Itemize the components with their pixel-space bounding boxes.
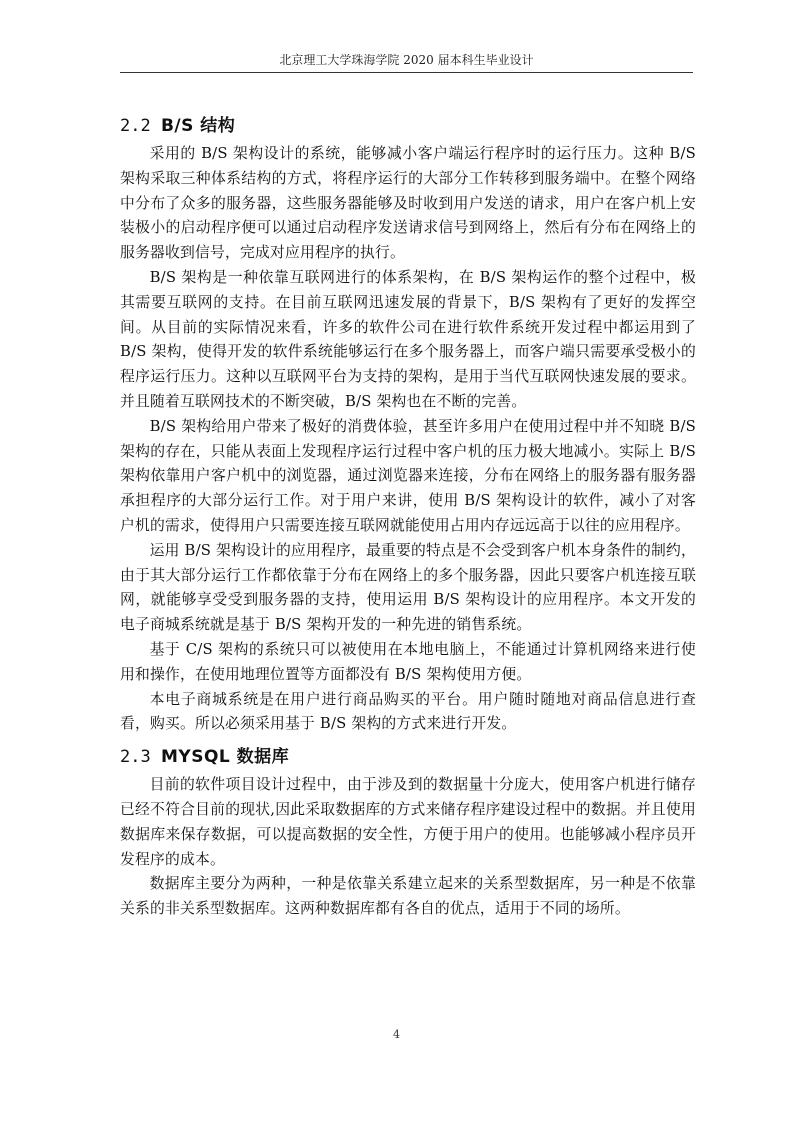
paragraph: B/S 架构是一种依靠互联网进行的体系架构，在 B/S 架构运作的整个过程中，极其需要互联网的支持。在目前互联网迅速发展的背景下，B/S 架构有了更好的发挥空间。从目前的实际情况来看，许多的软件公司在进行软件系统开发过程中都运用到了 B/S 架构，使得开发的软件系统能够运行在多个服务器上，而客户端只需要承受极小的程序运行压力。这种以互联网平台为支持的架构，是用于当代互联网快速发展的要求。并且随着互联网技术的不断突破，B/S 架构也在不断的完善。 [120,268,696,410]
header-title: 北京理工大学珠海学院 2020 届本科生毕业设计 [279,53,534,67]
page-content [120,110,696,922]
paragraph: 运用 B/S 架构设计的应用程序，最重要的特点是不会受到客户机本身条件的制约，由于其大部分运行工作都依靠于分布在网络上的多个服务器，因此只要客户机连接互联网，就能够享受受到服务器的支持，使用运用 B/S 架构设计的应用程序。本文开发的电子商城系统就是基于 B/S 架构开发的一种先进的销售系统。 [120,541,696,634]
paragraph: 本电子商城系统是在用户进行商品购买的平台。用户随时随地对商品信息进行查看，购买。所以必须采用基于 B/S 架构的方式来进行开发。 [120,690,696,733]
paragraph: B/S 架构给用户带来了极好的消费体验，甚至许多用户在使用过程中并不知晓 B/S 架构的存在，只能从表面上发现程序运行过程中客户机的压力极大地减小。实际上 B/S 架构依靠用户客户机中的浏览器，通过浏览器来连接，分布在网络上的服务器有服务器承担程序的大部分运行工作。对于用户来讲，使用 B/S 架构设计的软件，减小了对客户机的需求，使得用户只需要连接互联网就能使用占用内存远远高于以往的应用程序。 [120,417,696,534]
page-footer [0,1028,793,1041]
paragraph: 基于 C/S 架构的系统只可以被使用在本地电脑上，不能通过计算机网络来进行使用和操作，在使用地理位置等方面都没有 B/S 架构使用方便。 [120,640,696,683]
page-header [120,51,693,73]
section-number: 2.2 [120,116,151,136]
section-title: MYSQL 数据库 [160,747,290,768]
section-heading-2-2 [120,110,696,142]
section-title: B/S 结构 [160,116,236,136]
paragraph: 采用的 B/S 架构设计的系统，能够减小客户端运行程序时的运行压力。这种 B/S 架构采取三种体系结构的方式，将程序运行的大部分工作转移到服务端中。在整个网络中分布了众多的服务器，这些服务器能够及时收到用户发送的请求，用户在客户机上安装极小的启动程序便可以通过启动程序发送请求信号到网络上，然后有分布在网络上的服务器收到信号，完成对应用程序的执行。 [120,145,696,262]
section-number: 2.3 [120,747,151,768]
page-number: 4 [393,1028,400,1041]
paragraph: 目前的软件项目设计过程中，由于涉及到的数据量十分庞大，使用客户机进行储存已经不符合目前的现状,因此采取数据库的方式来储存程序建设过程中的数据。并且使用数据库来保存数据，可以提高数据的安全性，方便于用户的使用。也能够减小程序员开发程序的成本。 [120,776,696,868]
section-heading-2-3 [120,741,696,773]
paragraph: 数据库主要分为两种，一种是依靠关系建立起来的关系型数据库，另一种是不依靠关系的非关系型数据库。这两种数据库都有各自的优点，适用于不同的场所。 [120,875,696,918]
